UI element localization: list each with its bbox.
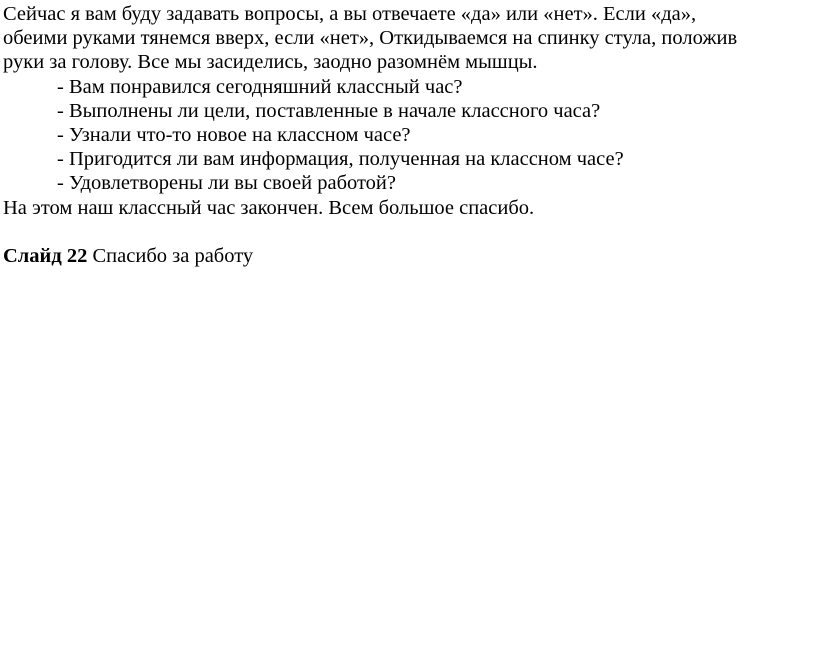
document-body: [3, 2, 813, 268]
question-item: - Удовлетворены ли вы своей работой?: [57, 172, 396, 195]
slide-line: [3, 244, 813, 268]
blank-line: [3, 220, 813, 244]
closing-line: На этом наш классный час закончен. Всем большое спасибо.: [3, 196, 535, 219]
slide-text: Спасибо за работу: [87, 245, 254, 268]
question-item: - Выполнены ли цели, поставленные в начале классного часа?: [57, 99, 601, 122]
question-item: - Узнали что-то новое на классном часе?: [57, 124, 411, 147]
intro-line-1: Сейчас я вам буду задавать вопросы, а вы отвечаете «да» или «нет». Если «да»,: [3, 3, 697, 25]
slide-label: Слайд 22: [3, 245, 88, 268]
intro-line-2: обеими руками тянемся вверх, если «нет», Откидываемся на спинку стула, положив: [3, 27, 738, 50]
question-item: - Вам понравился сегодняшний классный час?: [57, 75, 463, 98]
question-item: - Пригодится ли вам информация, полученная на классном часе?: [57, 148, 624, 171]
intro-line-3: руки за голову. Все мы засиделись, заодно разомнём мышцы.: [3, 51, 538, 74]
